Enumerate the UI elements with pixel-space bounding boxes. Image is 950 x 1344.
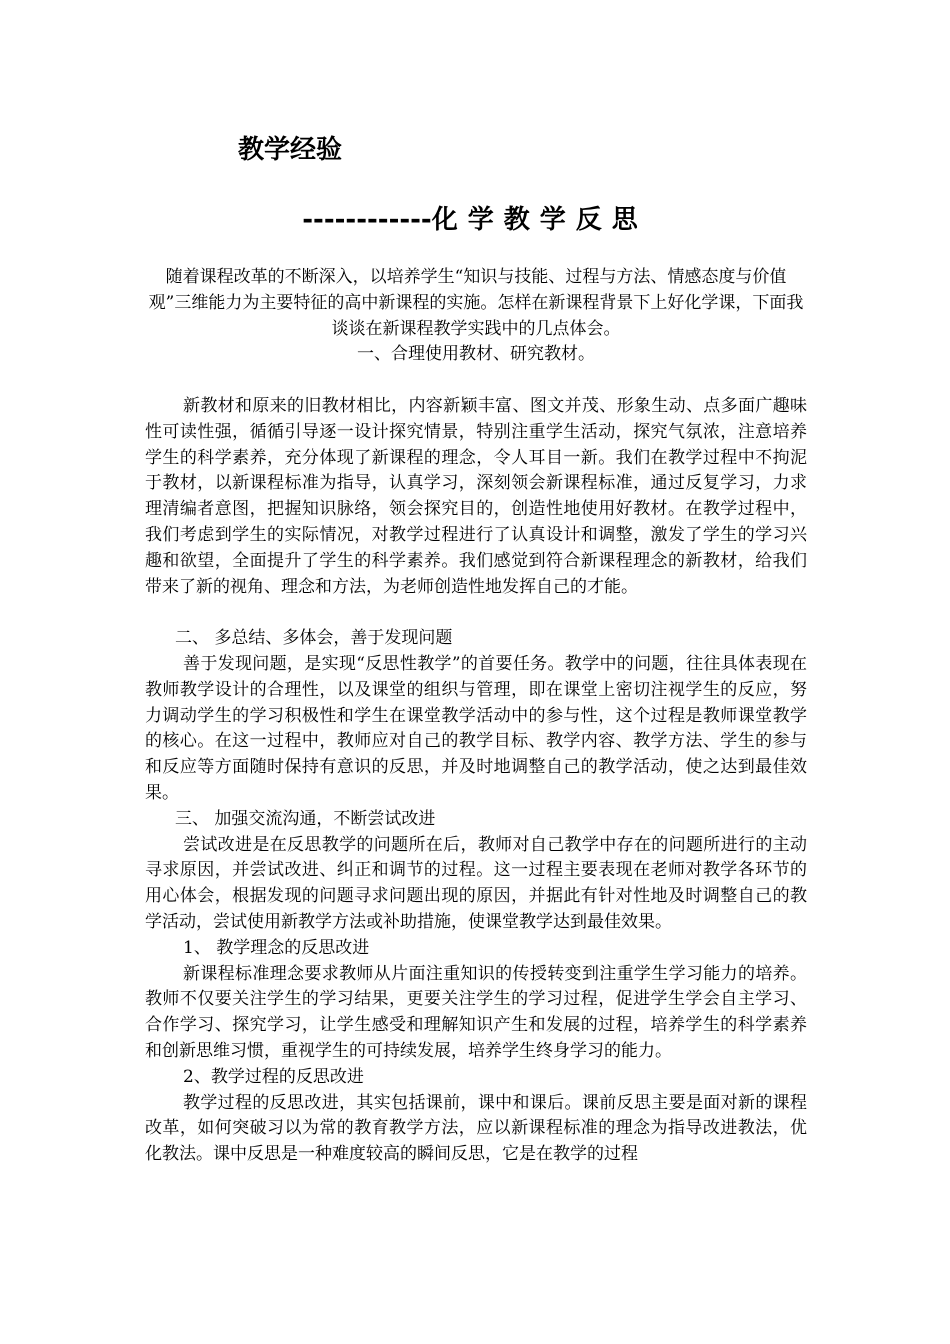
section-1-paragraph: 新教材和原来的旧教材相比，内容新颖丰富、图文并茂、形象生动、点多面广趣味性可读性强，循循引导逐一设计探究情景，特别注重学生活动，探究气氛浓，注意培养学生的科学素养，充分体现了新课程的理念，令人耳目一新。我们在教学过程中不拘泥于教材，以新课程标准为指导，认真学习，深刻领会新课程标准，通过反复学习，力求理清编者意图，把握知识脉络，领会探究目的，创造性地使用好教材。在教学过程中，我们考虑到学生的实际情况，对教学过程进行了认真设计和调整，激发了学生的学习兴趣和欲望，全面提升了学生的科学素养。我们感觉到符合新课程理念的新教材，给我们带来了新的视角、理念和方法，为老师创造性地发挥自己的才能。	[145, 395, 807, 597]
subsection-1-heading: 1、 教学理念的反思改进	[183, 937, 370, 958]
subtitle-dashes: ------------	[302, 205, 432, 235]
document-subtitle	[0, 200, 950, 240]
paragraph-spacer	[145, 600, 807, 626]
section-2-heading: 二、 多总结、多体会，善于发现问题	[175, 628, 453, 649]
section-1-heading: 一、合理使用教材、研究教材。	[357, 344, 595, 365]
document-title: 教学经验	[238, 135, 343, 165]
subtitle-text: 化学教学反思	[431, 205, 648, 235]
paragraph-spacer	[145, 368, 807, 394]
subsection-1-paragraph: 新课程标准理念要求教师从片面注重知识的传授转变到注重学生学习能力的培养。教师不仅要关注学生的学习结果，更要关注学生的学习过程，促进学生学会自主学习、合作学习、探究学习，让学生感受和理解知识产生和发展的过程，培养学生的科学素养和创新思维习惯，重视学生的可持续发展，培养学生终身学习的能力。	[145, 963, 807, 1061]
section-3-paragraph: 尝试改进是在反思教学的问题所在后，教师对自己教学中存在的问题所进行的主动寻求原因，并尝试改进、纠正和调节的过程。这一过程主要表现在老师对教学各环节的用心体会，根据发现的问题寻求问题出现的原因，并据此有针对性地及时调整自己的教学活动，尝试使用新教学方法或补助措施，使课堂教学达到最佳效果。	[145, 834, 807, 932]
subsection-2-paragraph: 教学过程的反思改进，其实包括课前，课中和课后。课前反思主要是面对新的课程改革，如何突破习以为常的教育教学方法，应以新课程标准的理念为指导改进教法，优化教法。课中反思是一种难度较高的瞬间反思，它是在教学的过程	[145, 1092, 807, 1165]
subsection-2-heading: 2、教学过程的反思改进	[183, 1066, 364, 1087]
section-2-paragraph: 善于发现问题，是实现“反思性教学”的首要任务。教学中的问题，往往具体表现在教师教学设计的合理性，以及课堂的组织与管理，即在课堂上密切注视学生的反应，努力调动学生的学习积极性和学生在课堂教学活动中的参与性，这个过程是教师课堂教学的核心。在这一过程中，教师应对自己的教学目标、教学内容、教学方法、学生的参与和反应等方面随时保持有意识的反思，并及时地调整自己的教学活动，使之达到最佳效果。	[145, 653, 807, 803]
section-3-heading: 三、 加强交流沟通，不断尝试改进	[175, 808, 436, 829]
document-body	[145, 265, 807, 1168]
intro-paragraph: 随着课程改革的不断深入，以培养学生“知识与技能、过程与方法、情感态度与价值观”三维能力为主要特征的高中新课程的实施。怎样在新课程背景下上好化学课，下面我谈谈在新课程教学实践中的几点体会。	[148, 267, 804, 339]
